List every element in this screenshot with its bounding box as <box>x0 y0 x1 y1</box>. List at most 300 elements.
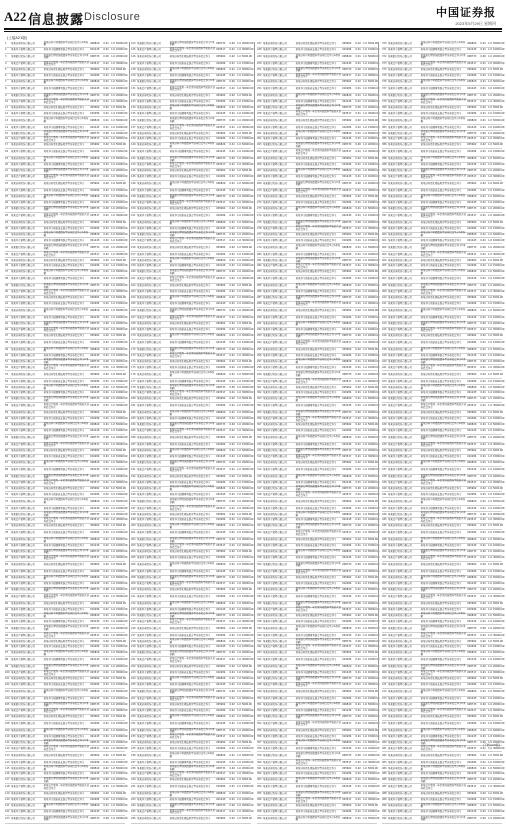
fee-rate: 0.01 <box>229 175 235 179</box>
table-row <box>257 53 380 62</box>
institution-name: 某某证券股份有限公司 <box>136 131 161 135</box>
fund-name: 某某证券量化精选股票型证券投资基金 <box>420 486 462 490</box>
fund-code: 005962 <box>467 524 477 528</box>
discount: 1.0 <box>237 639 241 643</box>
discount: 1.0 <box>237 619 241 623</box>
row-number: 252 <box>257 73 262 77</box>
row-number: 296 <box>257 353 262 357</box>
fee-rate: 0.01 <box>103 658 109 662</box>
fund-name: 某某证券量化精选股票型证券投资基金 <box>295 538 337 542</box>
fund-code: 003517 <box>90 213 100 217</box>
fee-rate: 0.01 <box>103 99 109 103</box>
institution-name: 某某基金管理有限公司 <box>136 443 161 447</box>
row-number: 248 <box>257 48 262 52</box>
fund-name: 某某银行理财纯债债券型证券投资基金C类份额 <box>295 485 341 491</box>
table-row <box>382 403 505 411</box>
institution-name: 某某证券股份有限公司 <box>10 677 35 681</box>
fund-code: 008733 <box>216 423 226 427</box>
minimum-amount: 15000.00 <box>368 86 380 90</box>
fee-rate: 0.02 <box>229 93 235 97</box>
fund-code: 003517 <box>216 429 226 433</box>
row-number: 123 <box>5 817 10 821</box>
fund-name: 某某基金创新成长混合型证券投资基金 <box>169 213 211 217</box>
fund-name: 某某基金创新成长混合型证券投资基金 <box>420 417 462 421</box>
fund-code: 003517 <box>216 200 226 204</box>
discount: 1.0 <box>363 550 367 554</box>
minimum-amount: 5000.00 <box>493 105 503 109</box>
row-number: 7 <box>5 79 7 83</box>
row-number: 486 <box>382 778 387 782</box>
fund-code: 008733 <box>467 778 477 782</box>
fund-name: 某某银行理财纯债债券型证券投资基金C类份额 <box>43 434 89 441</box>
discount: 1.0 <box>488 454 492 458</box>
row-number: 452 <box>382 563 387 567</box>
fund-name: 某某资产聚利一年定期开放债券型发起式证券投资基金 <box>295 759 342 765</box>
institution-name: 某某基金管理有限公司 <box>136 607 161 611</box>
fund-name: 某某证券量化精选股票型证券投资基金 <box>169 778 211 782</box>
fee-rate: 0.02 <box>229 665 235 669</box>
row-number: 341 <box>257 639 262 643</box>
fee-rate: 0.00 <box>480 359 486 363</box>
institution-name: 某某资产管理有限公司 <box>387 594 412 598</box>
fund-code: 003517 <box>90 480 100 484</box>
minimum-amount: 15000.00 <box>116 760 128 764</box>
fund-code: 003517 <box>467 290 477 294</box>
row-number: 199 <box>131 518 136 522</box>
minimum-amount: 50000.00 <box>493 499 505 503</box>
fee-rate: 0.02 <box>229 169 235 173</box>
fund-code: 001245 <box>90 125 100 129</box>
fund-code: 005962 <box>342 270 352 274</box>
minimum-amount: 30000.00 <box>368 111 380 115</box>
minimum-amount: 5000.00 <box>368 157 378 161</box>
minimum-amount: 15000.00 <box>493 302 505 306</box>
row-number: 255 <box>257 93 262 97</box>
fee-rate: 0.00 <box>229 766 235 770</box>
fund-name: 某某银行理财纯债债券型证券投资基金C类份额 <box>295 791 341 797</box>
institution-name: 某某银行股份有限公司 <box>387 169 412 173</box>
institution-name: 某某证券股份有限公司 <box>262 728 287 732</box>
fee-rate: 0.00 <box>355 792 361 796</box>
institution-name: 某某资产管理有限公司 <box>10 327 35 331</box>
discount: 1.0 <box>363 423 367 427</box>
fund-name: 某某基金稳健增利混合型证券投资基金 <box>169 302 211 306</box>
minimum-amount: 5000.00 <box>242 284 252 288</box>
minimum-amount: 10000.00 <box>116 544 128 548</box>
fee-rate: 0.01 <box>229 619 235 623</box>
table-row <box>5 403 128 411</box>
row-number: 318 <box>257 492 262 496</box>
fee-rate: 0.01 <box>229 290 235 294</box>
minimum-amount: 5000.00 <box>242 512 252 516</box>
institution-name: 某某基金管理有限公司 <box>262 62 287 66</box>
institution-name: 某某资产管理有限公司 <box>387 556 412 560</box>
minimum-amount: 20000.00 <box>242 499 254 503</box>
minimum-amount: 15000.00 <box>493 379 505 383</box>
fund-code: 005962 <box>467 411 477 415</box>
fund-name: 某某基金创新成长混合型证券投资基金 <box>169 746 211 750</box>
fund-code: 003517 <box>90 252 100 256</box>
fund-name: 某某银行理财纯债债券型证券投资基金C类份额 <box>43 511 89 517</box>
row-number: 1 <box>5 42 7 46</box>
fee-rate: 0.00 <box>229 118 235 122</box>
row-number: 266 <box>257 163 262 167</box>
fund-code: 003517 <box>216 658 226 662</box>
discount: 1.0 <box>111 270 115 274</box>
row-number: 475 <box>382 708 387 712</box>
fund-name: 某某银行理财纯债债券型证券投资基金C类份额 <box>295 752 341 758</box>
minimum-amount: 5000.00 <box>493 182 503 186</box>
fund-code: 005962 <box>216 284 226 288</box>
discount: 1.0 <box>237 131 241 135</box>
fee-rate: 0.01 <box>355 492 361 496</box>
institution-name: 某某资产管理有限公司 <box>262 189 287 193</box>
institution-name: 某某基金管理有限公司 <box>136 708 161 712</box>
fund-code: 008733 <box>467 550 477 554</box>
fee-rate: 0.00 <box>480 550 486 554</box>
discount: 1.0 <box>363 563 367 567</box>
row-number: 393 <box>382 189 387 193</box>
fund-name: 某某资产聚利一年定期开放债券型发起式证券投资基金 <box>420 403 467 409</box>
row-number: 453 <box>382 570 387 574</box>
institution-name: 某某资产管理有限公司 <box>136 506 161 510</box>
fund-code: 010284 <box>90 531 100 535</box>
row-number: 213 <box>131 607 136 611</box>
fund-name: 某某基金创新成长混合型证券投资基金 <box>420 340 462 344</box>
minimum-amount: 10000.00 <box>242 379 254 383</box>
fee-rate: 0.01 <box>480 189 486 193</box>
fund-code: 006829 <box>467 195 477 198</box>
fund-name: 某某基金创新成长混合型证券投资基金 <box>169 99 211 103</box>
row-number: 347 <box>257 677 262 681</box>
row-number: 331 <box>257 576 262 579</box>
row-number: 356 <box>257 734 262 738</box>
row-number: 379 <box>382 99 387 103</box>
row-number: 355 <box>257 728 262 732</box>
fund-name: 某某资产聚利一年定期开放债券型发起式证券投资基金 <box>43 669 90 676</box>
minimum-amount: 50000.00 <box>116 423 128 427</box>
discount: 1.0 <box>237 443 241 447</box>
fee-rate: 0.00 <box>229 309 235 313</box>
fund-code: 006829 <box>342 550 352 554</box>
discount: 1.0 <box>363 270 367 274</box>
discount: 1.0 <box>237 290 241 294</box>
institution-name: 某某资产管理有限公司 <box>136 277 161 281</box>
row-number: 326 <box>257 544 262 548</box>
row-number: 375 <box>382 73 387 77</box>
minimum-amount: 50000.00 <box>116 118 128 122</box>
minimum-amount: 20000.00 <box>242 79 254 83</box>
fund-code: 006829 <box>216 411 226 415</box>
fee-rate: 0.02 <box>103 105 109 109</box>
minimum-amount: 15000.00 <box>116 340 128 344</box>
institution-name: 某某银行股份有限公司 <box>136 118 161 122</box>
row-number: 79 <box>5 538 9 542</box>
fee-rate: 0.01 <box>229 570 235 574</box>
row-number: 448 <box>382 538 387 542</box>
institution-name: 某某证券股份有限公司 <box>136 778 161 782</box>
fee-rate: 0.01 <box>229 353 235 357</box>
institution-name: 某某基金管理有限公司 <box>387 238 412 242</box>
discount: 1.0 <box>237 633 241 637</box>
discount: 1.0 <box>363 708 367 712</box>
discount: 1.0 <box>363 697 367 701</box>
minimum-amount: 30000.00 <box>116 365 128 369</box>
fee-rate: 0.01 <box>355 189 361 193</box>
discount: 1.0 <box>111 492 115 496</box>
fund-code: 006829 <box>90 385 100 389</box>
discount: 1.0 <box>111 454 115 458</box>
fee-rate: 0.01 <box>103 340 109 344</box>
institution-name: 某某基金管理有限公司 <box>10 467 35 471</box>
fund-name: 某某证券中短债债券型证券投资基金A类份额 <box>420 650 466 656</box>
minimum-amount: 20000.00 <box>493 322 505 325</box>
row-number: 303 <box>257 397 262 401</box>
minimum-amount: 10000.00 <box>242 645 254 649</box>
institution-name: 某某基金管理有限公司 <box>387 467 412 471</box>
fee-rate: 0.02 <box>480 753 486 757</box>
discount: 1.0 <box>237 79 241 83</box>
row-number: 434 <box>382 449 387 452</box>
fund-name: 某某证券中短债债券型证券投资基金A类份额 <box>420 384 466 390</box>
fee-rate: 0.01 <box>103 570 109 574</box>
fee-rate: 0.01 <box>229 810 235 814</box>
fee-rate: 0.01 <box>355 550 361 554</box>
discount: 1.0 <box>111 576 115 579</box>
discount: 1.0 <box>111 544 115 548</box>
fee-rate: 0.00 <box>103 778 109 782</box>
row-number: 92 <box>5 619 9 623</box>
institution-name: 某某证券股份有限公司 <box>10 524 35 528</box>
fund-name: 某某资产聚利一年定期开放债券型发起式证券投资基金 <box>295 568 342 575</box>
row-number: 461 <box>382 619 387 623</box>
discount: 1.0 <box>111 353 115 357</box>
fund-name: 某某基金创新成长混合型证券投资基金 <box>169 556 211 560</box>
fund-name: 某某证券量化精选股票型证券投资基金 <box>295 651 337 655</box>
row-number: 479 <box>382 734 387 738</box>
discount: 1.0 <box>488 486 492 490</box>
minimum-amount: 20000.00 <box>493 169 505 173</box>
fund-code: 008733 <box>216 157 226 161</box>
minimum-amount: 15000.00 <box>116 531 128 535</box>
fund-code: 001245 <box>90 734 100 738</box>
fee-rate: 0.00 <box>103 512 109 516</box>
discount: 1.0 <box>237 607 241 611</box>
fee-rate: 0.01 <box>229 486 235 490</box>
row-number: 2 <box>5 48 7 52</box>
fund-name: 某某资产聚利一年定期开放债券型发起式证券投资基金 <box>169 695 216 702</box>
fund-code: 010284 <box>90 226 100 230</box>
minimum-amount: 10000.00 <box>242 264 254 268</box>
discount: 1.0 <box>488 753 492 757</box>
fee-rate: 0.01 <box>355 137 361 141</box>
row-number: 264 <box>257 150 262 154</box>
minimum-amount: 50000.00 <box>368 55 380 59</box>
minimum-amount: 20000.00 <box>493 587 505 591</box>
fund-code: 005962 <box>216 626 226 630</box>
minimum-amount: 15000.00 <box>116 607 128 611</box>
fund-name: 某某证券量化精选股票型证券投资基金 <box>43 333 85 337</box>
fee-rate: 0.01 <box>229 506 235 510</box>
fee-rate: 0.00 <box>355 714 361 718</box>
fee-rate: 0.02 <box>103 449 109 452</box>
fund-name: 某某证券量化精选股票型证券投资基金 <box>169 206 211 210</box>
row-number: 87 <box>5 587 9 591</box>
fund-name: 某某基金稳健增利混合型证券投资基金 <box>295 785 337 789</box>
row-number: 423 <box>382 379 387 383</box>
discount: 1.0 <box>363 474 367 478</box>
fund-code: 008733 <box>467 512 477 516</box>
fund-name: 某某资产聚利一年定期开放债券型发起式证券投资基金 <box>169 46 216 53</box>
institution-name: 某某证券股份有限公司 <box>136 817 161 821</box>
row-number: 372 <box>382 55 387 59</box>
discount: 1.0 <box>111 340 115 344</box>
discount: 1.0 <box>237 613 241 617</box>
fee-rate: 0.01 <box>103 613 109 617</box>
minimum-amount: 5000.00 <box>368 309 378 313</box>
minimum-amount: 20000.00 <box>116 512 128 516</box>
row-number: 483 <box>382 760 387 764</box>
fund-code: 006829 <box>216 524 226 528</box>
institution-name: 某某资产管理有限公司 <box>136 163 161 167</box>
discount: 1.0 <box>237 118 241 122</box>
institution-name: 某某证券股份有限公司 <box>10 651 35 655</box>
table-row <box>382 117 505 125</box>
row-number: 288 <box>257 302 262 306</box>
minimum-amount: 30000.00 <box>242 86 254 90</box>
minimum-amount: 15000.00 <box>493 607 505 611</box>
fee-rate: 0.01 <box>229 62 235 66</box>
minimum-amount: 50000.00 <box>493 728 505 732</box>
institution-name: 某某基金管理有限公司 <box>10 73 35 77</box>
fund-name: 某某基金稳健增利混合型证券投资基金 <box>295 556 337 560</box>
fee-rate: 0.02 <box>229 778 235 782</box>
discount: 1.0 <box>237 333 241 337</box>
minimum-amount: 50000.00 <box>493 690 505 694</box>
institution-name: 某某资产管理有限公司 <box>10 518 35 522</box>
row-number: 362 <box>257 772 262 776</box>
minimum-amount: 20000.00 <box>242 613 254 617</box>
row-number: 311 <box>257 449 262 452</box>
minimum-amount: 30000.00 <box>493 785 505 789</box>
fee-rate: 0.02 <box>480 182 486 186</box>
fee-rate: 0.02 <box>480 677 486 681</box>
discount: 1.0 <box>363 397 367 401</box>
fund-code: 001245 <box>90 163 100 167</box>
minimum-amount: 50000.00 <box>116 79 128 83</box>
institution-name: 某某基金管理有限公司 <box>262 518 287 522</box>
institution-name: 某某银行股份有限公司 <box>10 436 35 440</box>
minimum-amount: 30000.00 <box>116 290 128 294</box>
minimum-amount: 10000.00 <box>493 353 505 357</box>
minimum-amount: 15000.00 <box>116 645 128 649</box>
fund-code: 003517 <box>342 150 352 154</box>
fee-rate: 0.01 <box>355 365 361 369</box>
institution-name: 某某基金管理有限公司 <box>136 404 161 408</box>
fund-name: 某某证券中短债债券型证券投资基金A类份额 <box>420 421 466 428</box>
fund-code: 006829 <box>467 690 477 694</box>
row-number: 351 <box>257 703 262 706</box>
fund-code: 006829 <box>216 639 226 643</box>
fund-code: 001245 <box>342 404 352 408</box>
fund-name: 某某银行理财纯债债券型证券投资基金C类份额 <box>43 167 89 174</box>
discount: 1.0 <box>488 105 492 109</box>
fund-code: 006829 <box>342 131 352 135</box>
fund-name: 某某银行理财纯债债券型证券投资基金C类份额 <box>295 523 341 529</box>
fund-name: 某某证券中短债债券型证券投资基金A类份额 <box>295 548 341 555</box>
fund-code: 001245 <box>216 683 226 687</box>
discount: 1.0 <box>111 499 115 503</box>
row-number: 95 <box>5 639 9 643</box>
fund-name: 某某基金稳健增利混合型证券投资基金 <box>295 594 337 598</box>
minimum-amount: 5000.00 <box>116 296 126 300</box>
row-number: 187 <box>131 443 136 447</box>
fund-code: 010284 <box>216 404 226 408</box>
discount: 1.0 <box>363 365 367 369</box>
fund-code: 003517 <box>467 213 477 217</box>
institution-name: 某某资产管理有限公司 <box>10 99 35 103</box>
fund-code: 005962 <box>216 474 226 478</box>
institution-name: 某某基金管理有限公司 <box>10 48 35 52</box>
minimum-amount: 20000.00 <box>116 169 128 173</box>
fee-rate: 0.02 <box>229 359 235 363</box>
row-number: 49 <box>5 347 9 351</box>
institution-name: 某某基金管理有限公司 <box>262 544 287 548</box>
institution-name: 某某资产管理有限公司 <box>10 365 35 369</box>
row-number: 458 <box>382 601 387 605</box>
discount: 1.0 <box>111 372 115 376</box>
discount: 1.0 <box>363 613 367 617</box>
institution-name: 某某基金管理有限公司 <box>387 111 412 115</box>
discount: 1.0 <box>111 772 115 776</box>
row-number: 443 <box>382 506 387 510</box>
row-number: 488 <box>382 792 387 796</box>
fund-code: 003517 <box>467 708 477 712</box>
minimum-amount: 30000.00 <box>242 429 254 433</box>
fund-name: 某某银行理财纯债债券型证券投资基金C类份额 <box>169 650 215 656</box>
discount: 1.0 <box>488 778 492 782</box>
row-number: 137 <box>131 125 136 129</box>
institution-name: 某某银行股份有限公司 <box>387 474 412 478</box>
fee-rate: 0.02 <box>480 714 486 718</box>
minimum-amount: 30000.00 <box>368 798 380 802</box>
fund-name: 某某证券量化精选股票型证券投资基金 <box>43 372 85 376</box>
fund-name: 某某基金创新成长混合型证券投资基金 <box>295 48 337 52</box>
fund-name: 某某银行理财纯债债券型证券投资基金C类份额 <box>43 739 89 745</box>
row-number: 382 <box>382 118 387 122</box>
discount: 1.0 <box>237 137 241 141</box>
discount: 1.0 <box>111 226 115 230</box>
discount: 1.0 <box>111 411 115 415</box>
discount: 1.0 <box>111 677 115 681</box>
discount: 1.0 <box>488 804 492 808</box>
fund-code: 010284 <box>216 518 226 522</box>
fund-code: 001245 <box>467 697 477 701</box>
minimum-amount: 20000.00 <box>242 42 254 46</box>
fee-rate: 0.01 <box>103 697 109 701</box>
institution-name: 某某银行股份有限公司 <box>262 411 287 415</box>
fund-name: 某某证券中短债债券型证券投资基金A类份额 <box>43 574 89 581</box>
fund-name: 某某证券量化精选股票型证券投资基金 <box>43 639 85 643</box>
row-number: 38 <box>5 277 9 281</box>
fund-name: 某某基金稳健增利混合型证券投资基金 <box>169 264 211 268</box>
fund-name: 某某资产聚利一年定期开放债券型发起式证券投资基金 <box>169 237 216 243</box>
discount: 1.0 <box>237 284 241 288</box>
discount: 1.0 <box>237 492 241 496</box>
fee-rate: 0.01 <box>480 213 486 217</box>
fund-code: 006829 <box>90 195 100 198</box>
discount: 1.0 <box>488 359 492 363</box>
